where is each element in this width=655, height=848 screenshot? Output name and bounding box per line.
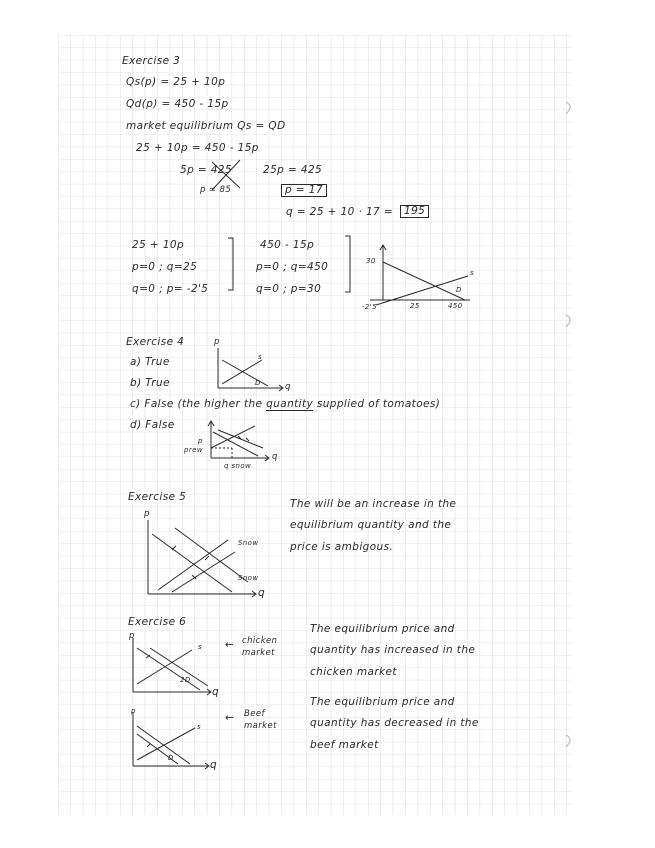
ex6-graph2-q: q — [210, 759, 218, 771]
graph-demand-label: D — [456, 286, 462, 294]
ex5-snow-label-2: Snow — [238, 574, 259, 582]
ex5-answer-line-1: The will be an increase in the — [290, 498, 457, 510]
supply-q0: q=0 ; p= -2'5 — [132, 283, 209, 295]
exercise-6-title: Exercise 6 — [128, 616, 187, 628]
ex6-graph2-d: D — [168, 754, 174, 762]
step-2: 25p = 425 — [263, 164, 323, 176]
graph-x-neg: -2'5 — [362, 303, 377, 311]
exercise-4-title: Exercise 4 — [126, 336, 185, 348]
graph-x-tick-450: 450 — [448, 302, 463, 310]
graph-x-tick-25: 25 — [410, 302, 420, 310]
chicken-market-label-2: market — [242, 648, 275, 658]
demand-q0: q=0 ; p=30 — [256, 283, 322, 295]
ex5-answer-line-3: price is ambigous. — [290, 541, 394, 553]
demand-fn-label: 450 - 15p — [260, 239, 315, 251]
ex6-graph1-s: s — [198, 643, 203, 651]
exercise-4-axis-p: p — [214, 337, 220, 347]
graph2-q-label: q — [272, 452, 278, 462]
answer-b: b) True — [130, 377, 170, 389]
ex6-answer2-line-3: beef market — [310, 739, 379, 751]
market-equilibrium-label: market equilibrium Qs = QD — [126, 120, 286, 132]
ex5-axis-p: p — [144, 509, 150, 519]
ex5-snow-label-1: Snow — [238, 539, 259, 547]
ex6-answer2-line-2: quantity has decreased in the — [310, 717, 479, 729]
beef-arrow: ← — [225, 712, 235, 724]
step-1: 5p = 425 — [180, 164, 233, 176]
graph2-p-sub: prew — [184, 446, 203, 454]
struck-result: p = 85 — [200, 185, 232, 195]
answer-a: a) True — [130, 356, 170, 368]
equilibrium-price: p = 17 — [281, 184, 327, 197]
chicken-arrow: ← — [225, 639, 235, 651]
ex6-graph2-s: s — [197, 723, 202, 731]
graph2-p-label: p — [198, 437, 203, 445]
ex5-axis-q: q — [258, 587, 266, 599]
ex6-graph1-d: 2D — [180, 676, 191, 684]
supply-fn-label: 25 + 10p — [132, 239, 185, 251]
ex6-graph1-q: q — [212, 686, 220, 698]
chicken-market-label-1: chicken — [242, 636, 278, 646]
graph-supply-label: s — [470, 269, 475, 277]
equilibrium-quantity: 195 — [400, 205, 429, 218]
ex6-answer1-line-1: The equilibrium price and — [310, 623, 455, 635]
ex6-graph1-p: p — [129, 631, 135, 641]
ex5-answer-line-2: equilibrium quantity and the — [290, 519, 452, 531]
graph1-q-label: q — [285, 382, 291, 392]
demand-p0: p=0 ; q=450 — [256, 261, 329, 273]
graph2-q-sub: q snow — [224, 462, 252, 470]
answer-d: d) False — [130, 419, 175, 431]
graph1-supply-label: s — [258, 353, 263, 361]
ex6-answer2-line-1: The equilibrium price and — [310, 696, 455, 708]
equilibrium-equation: 25 + 10p = 450 - 15p — [136, 142, 259, 154]
quantity-expression: q = 25 + 10 · 17 = — [286, 206, 394, 218]
beef-market-label-1: Beef — [244, 709, 265, 719]
ex6-answer1-line-2: quantity has increased in the — [310, 644, 476, 656]
graph1-demand-label: D — [255, 379, 261, 387]
demand-function: Qd(p) = 450 - 15p — [126, 98, 229, 110]
beef-market-label-2: market — [244, 721, 277, 731]
graph-y-tick: 30 — [366, 257, 376, 265]
answer-c: c) False (the higher the quantity supplied of tomatoes) — [130, 398, 441, 410]
ex6-answer1-line-3: chicken market — [310, 666, 397, 678]
ex6-graph2-p: p — [131, 707, 136, 715]
exercise-3-title: Exercise 3 — [122, 55, 181, 67]
supply-function: Qs(p) = 25 + 10p — [126, 76, 226, 88]
exercise-5-title: Exercise 5 — [128, 491, 187, 503]
supply-p0: p=0 ; q=25 — [132, 261, 198, 273]
